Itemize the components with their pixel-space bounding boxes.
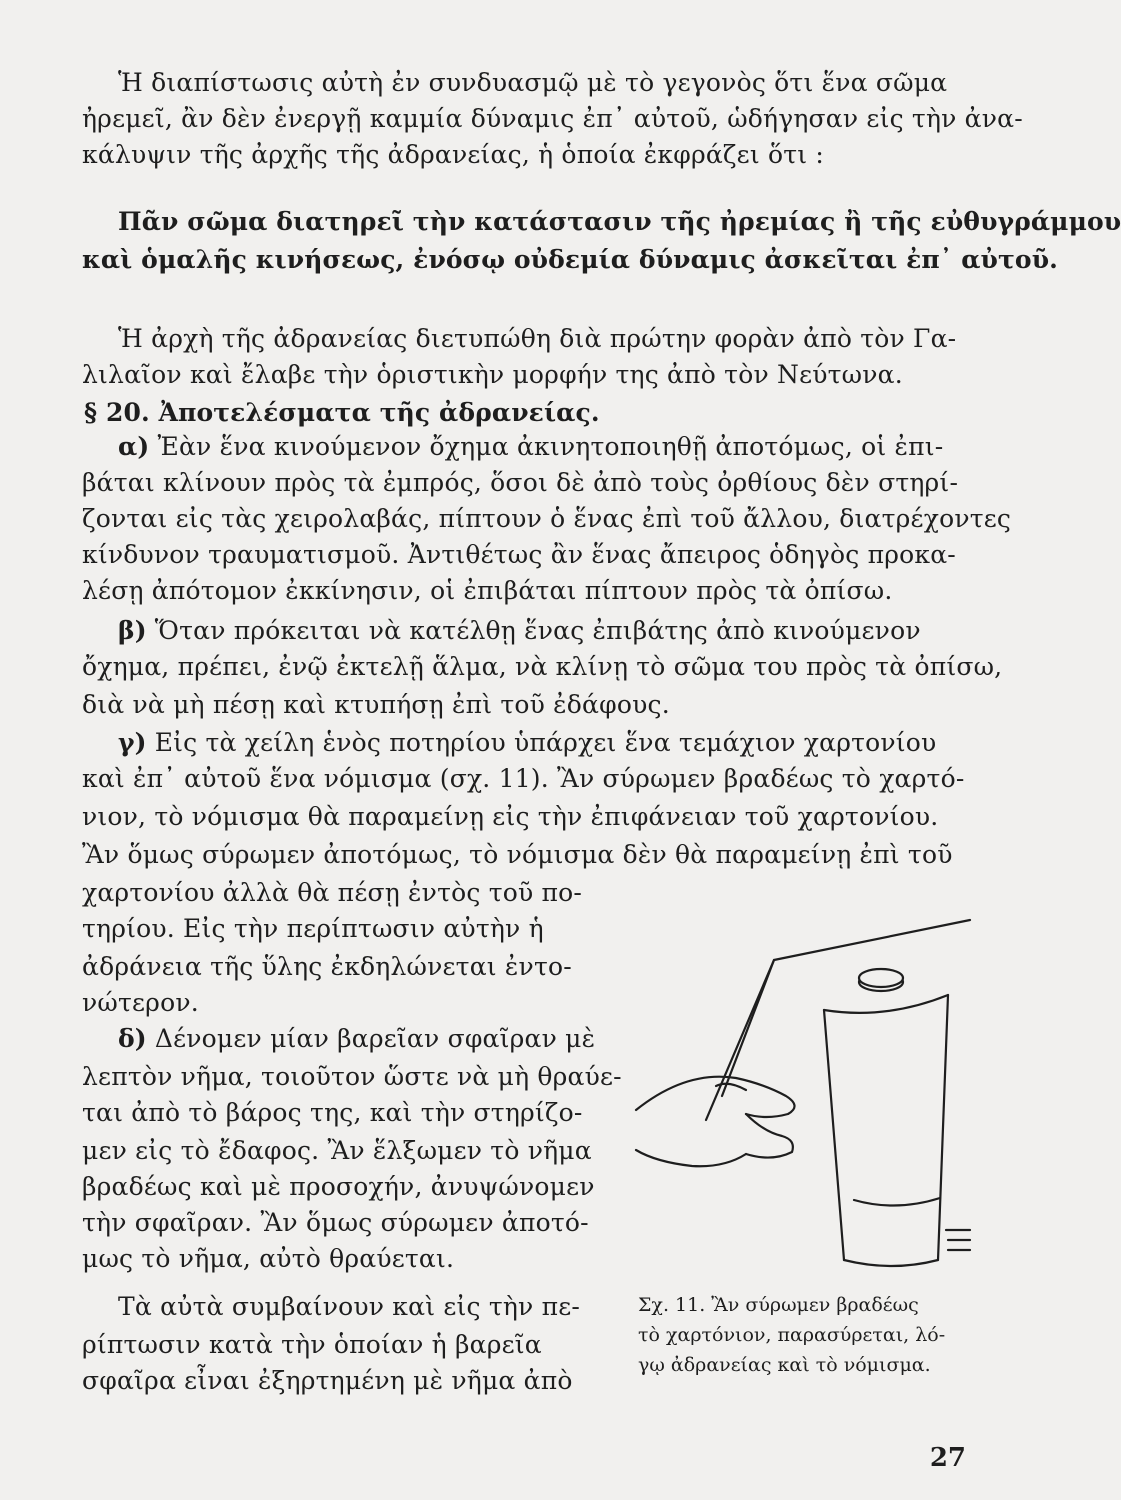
item-c-line: χαρτονίου ἀλλὰ θὰ πέσῃ ἐντὸς τοῦ πο-: [82, 878, 583, 907]
item-d-line: [118, 1022, 638, 1056]
section-heading: § 20. Ἀποτελέσματα τῆς ἀδρανείας.: [84, 398, 600, 427]
page-number: 27: [929, 1443, 966, 1473]
item-d-text: Δένομεν μίαν βαρεῖαν σφαῖραν μὲ: [154, 1024, 596, 1053]
paragraph2-line: Ἡ ἀρχὴ τῆς ἀδρανείας διετυπώθη διὰ πρώτην φορὰν ἀπὸ τὸν Γα-: [118, 324, 957, 353]
item-b-label: β): [118, 616, 147, 645]
item-a-line: κίνδυνον τραυματισμοῦ. Ἀντιθέτως ἂν ἕνας ἄπειρος ὁδηγὸς προκα-: [82, 540, 956, 569]
item-d-line: μεν εἰς τὸ ἔδαφος. Ἂν ἕλξωμεν τὸ νῆμα: [82, 1136, 592, 1165]
item-d-label: δ): [118, 1024, 147, 1053]
paragraph1-line: ἠρεμεῖ, ἂν δὲν ἐνεργῇ καμμία δύναμις ἐπ᾽ αὐτοῦ, ὡδήγησαν εἰς τὴν ἀνα-: [82, 104, 1023, 133]
item-c-line: [118, 726, 998, 760]
glass-card-coin-illustration: [596, 900, 970, 1270]
item-d-line: λεπτὸν νῆμα, τοιοῦτον ὥστε νὰ μὴ θραύε-: [82, 1062, 622, 1091]
item-d-line: ται ἀπὸ τὸ βάρος της, καὶ τὴν στηρίζο-: [82, 1098, 583, 1127]
item-c-line: νιον, τὸ νόμισμα θὰ παραμείνῃ εἰς τὴν ἐπιφάνειαν τοῦ χαρτονίου.: [82, 802, 939, 831]
item-a-line: βάται κλίνουν πρὸς τὰ ἐμπρός, ὅσοι δὲ ἀπὸ τοὺς ὀρθίους δὲν στηρί-: [82, 468, 959, 497]
item-a-line: ζονται εἰς τὰς χειρολαβάς, πίπτουν ὁ ἕνας ἐπὶ τοῦ ἄλλου, διατρέχοντες: [82, 504, 1012, 533]
item-a-text: Ἐὰν ἕνα κινούμενον ὄχημα ἀκινητοποιηθῇ ἀποτόμως, οἱ ἐπι-: [157, 432, 944, 461]
item-c-line: ἀδράνεια τῆς ὕλης ἐκδηλώνεται ἐντο-: [82, 952, 572, 981]
paragraph1-line: Ἡ διαπίστωσις αὐτὴ ἐν συνδυασμῷ μὲ τὸ γεγονὸς ὅτι ἕνα σῶμα: [118, 68, 948, 97]
principle-line: Πᾶν σῶμα διατηρεῖ τὴν κατάστασιν τῆς ἠρεμίας ἢ τῆς εὐθυγράμμου: [118, 207, 1121, 236]
paragraph1-line: κάλυψιν τῆς ἀρχῆς τῆς ἀδρανείας, ἡ ὁποία ἐκφράζει ὅτι :: [82, 140, 825, 169]
item-a-label: α): [118, 432, 150, 461]
item-b-text: Ὅταν πρόκειται νὰ κατέλθῃ ἕνας ἐπιβάτης ἀπὸ κινούμενον: [154, 616, 921, 645]
item-b-line: [118, 614, 998, 648]
item-a-line: [118, 430, 998, 464]
principle-line: καὶ ὁμαλῆς κινήσεως, ἐνόσῳ οὐδεμία δύναμις ἀσκεῖται ἐπ᾽ αὐτοῦ.: [82, 245, 1058, 274]
item-d-line: βραδέως καὶ μὲ προσοχήν, ἀνυψώνομεν: [82, 1172, 595, 1201]
paragraph-last-line: ρίπτωσιν κατὰ τὴν ὁποίαν ἡ βαρεῖα: [82, 1330, 542, 1359]
item-b-line: ὄχημα, πρέπει, ἐνῷ ἐκτελῇ ἅλμα, νὰ κλίνῃ τὸ σῶμα του πρὸς τὰ ὀπίσω,: [82, 652, 1003, 681]
item-c-line: καὶ ἐπ᾽ αὐτοῦ ἕνα νόμισμα (σχ. 11). Ἂν σύρωμεν βραδέως τὸ χαρτό-: [82, 764, 965, 793]
paragraph-last-line: σφαῖρα εἶναι ἐξηρτημένη μὲ νῆμα ἀπὸ: [82, 1366, 573, 1395]
paragraph-last-line: Τὰ αὐτὰ συμβαίνουν καὶ εἰς τὴν πε-: [118, 1292, 581, 1321]
item-c-line: τηρίου. Εἰς τὴν περίπτωσιν αὐτὴν ἡ: [82, 914, 544, 943]
item-c-text: Εἰς τὰ χείλη ἑνὸς ποτηρίου ὑπάρχει ἕνα τεμάχιον χαρτονίου: [154, 728, 937, 757]
figure-caption-line: τὸ χαρτόνιον, παρασύρεται, λό-: [638, 1324, 946, 1346]
figure-caption-line: Σχ. 11. Ἂν σύρωμεν βραδέως: [638, 1294, 919, 1316]
item-b-line: διὰ νὰ μὴ πέσῃ καὶ κτυπήσῃ ἐπὶ τοῦ ἐδάφους.: [82, 690, 670, 719]
item-c-label: γ): [118, 728, 147, 757]
item-d-line: μως τὸ νῆμα, αὐτὸ θραύεται.: [82, 1244, 455, 1273]
item-a-line: λέσῃ ἀπότομον ἐκκίνησιν, οἱ ἐπιβάται πίπτουν πρὸς τὰ ὀπίσω.: [82, 576, 893, 605]
item-d-line: τὴν σφαῖραν. Ἂν ὅμως σύρωμεν ἀποτό-: [82, 1208, 589, 1237]
item-c-line: Ἂν ὅμως σύρωμεν ἀποτόμως, τὸ νόμισμα δὲν θὰ παραμείνῃ ἐπὶ τοῦ: [82, 840, 953, 869]
paragraph2-line: λιλαῖον καὶ ἔλαβε τὴν ὁριστικὴν μορφήν της ἀπὸ τὸν Νεύτωνα.: [82, 360, 903, 389]
figure-caption-line: γῳ ἀδρανείας καὶ τὸ νόμισμα.: [638, 1354, 931, 1376]
item-c-line: νώτερον.: [82, 988, 199, 1017]
